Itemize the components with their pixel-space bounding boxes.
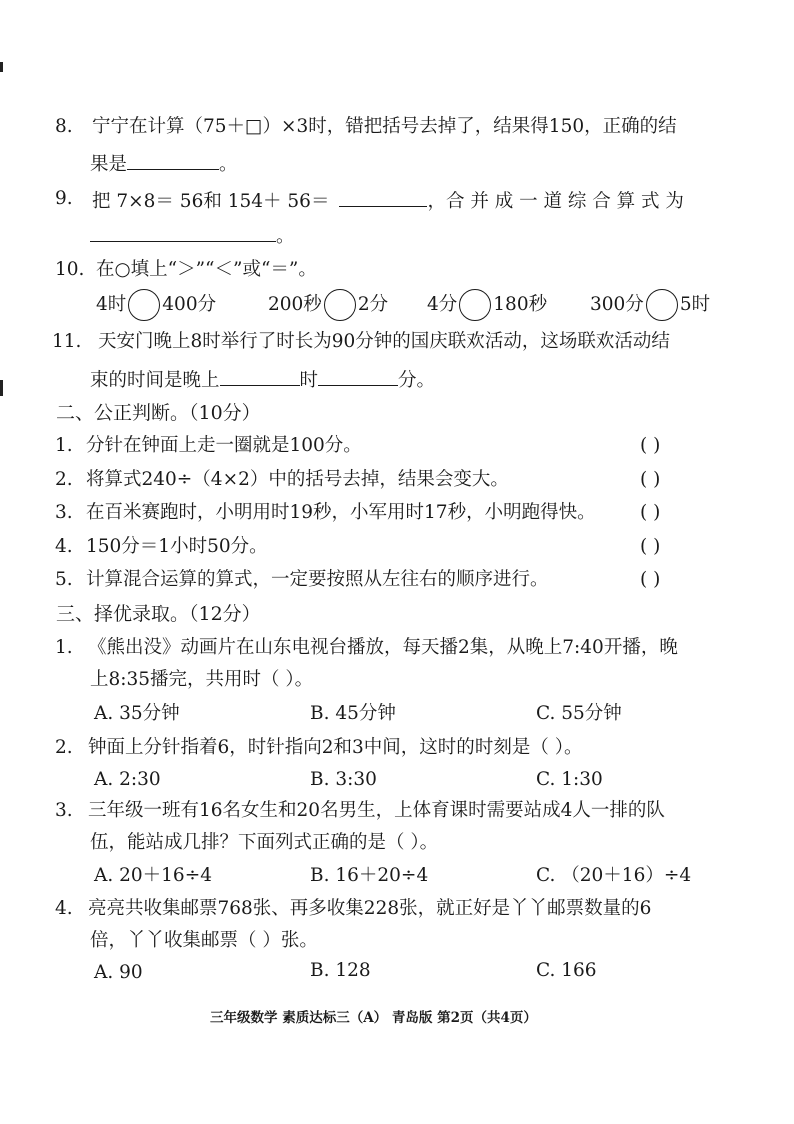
section-title: 三、择优录取。（12分） <box>56 603 261 625</box>
question-text: 在○填上“＞”“＜”或“＝”。 <box>96 259 317 280</box>
scan-mark <box>0 62 3 72</box>
question-text: 把 7×8＝ 56和 154＋ 56＝ <box>92 191 330 212</box>
question-number: 8. <box>55 116 73 137</box>
question-text: 束的时间是晚上 <box>90 370 220 391</box>
question-text: 宁宁在计算（75＋□）×3时，错把括号去掉了，结果得150，正确的结 <box>92 116 677 137</box>
option-c[interactable]: C. 55分钟 <box>536 703 622 724</box>
compare-circle[interactable] <box>459 289 491 321</box>
answer-paren[interactable]: ( ) <box>640 502 661 523</box>
option-a[interactable]: A. 2:30 <box>94 769 161 790</box>
answer-blank[interactable] <box>127 149 219 170</box>
question-number: 9. <box>55 188 73 209</box>
question-text: ，合 并 成 一 道 综 合 算 式 为 <box>427 191 684 212</box>
exam-page: 8. 宁宁在计算（75＋□）×3时，错把括号去掉了，结果得150，正确的结 果是 。 9. 把 7×8＝ 56和 154＋ 56＝ ，合 并 成 一 道 综 合 算 式 为 。 10. 在○填上“＞”“＜”或“＝”。 4时 400分 200秒 2分 4分 180秒 300分 5时 11. 天安门晚上8时举行了时长为90分钟的国庆联欢活动，这场联欢活动结 束的时间是晚上 时 分。 二、公正判断。（10分） 1. 分针在钟面上走一圈就是100分。 ( ) 2. 将算式240÷（4×2）中的括号去掉，结果会变大。 ( ) 3. 在百米赛跑时，小明用时19秒，小军用时17秒，小明跑得快。 ( ) 4. 150分＝1小时50分。 ( ) 5. 计算混合运算的算式，一定要按照从左往右的顺序进行。 ( ) 三、择优录取。（12分） 1. 《熊出没》动画片在山东电视台播放，每天播2集，从晚上7:40开播，晚 上8:35播完，共用时（ ）。 A. 35分钟 B. 45分钟 C. 55分钟 2. 钟面上分针指着6，时针指向2和3中间，这时的时刻是（ ）。 A. 2:30 B. 3:30 C. 1:30 3. 三年级一班有16名女生和20名男生，上体育课时需要站成4人一排的队 伍，能站成几排？下面列式正确的是（ ）。 A. 20＋16÷4 B. 16＋20÷4 C. （20＋16）÷4 4. 亮亮共收集邮票768张、再多收集228张，就正好是丫丫邮票数量的6 倍，丫丫收集邮票（ ）张。 A. 90 B. 128 C. 166 三年级数学 素质达标三（A） 青岛版 第2页（共4页） <box>0 0 794 1124</box>
option-b[interactable]: B. 16＋20÷4 <box>310 865 429 886</box>
question-text: 天安门晚上8时举行了时长为90分钟的国庆联欢活动，这场联欢活动结 <box>98 331 670 352</box>
compare-circle[interactable] <box>324 289 356 321</box>
answer-paren[interactable]: ( ) <box>640 569 661 590</box>
answer-blank[interactable] <box>339 186 427 207</box>
compare-item: 200秒 2分 <box>268 289 388 321</box>
compare-item: 300分 5时 <box>590 289 710 321</box>
answer-paren[interactable]: ( ) <box>640 435 661 456</box>
answer-blank[interactable] <box>220 365 300 386</box>
compare-item: 4分 180秒 <box>427 289 547 321</box>
answer-blank[interactable] <box>318 365 398 386</box>
compare-circle[interactable] <box>128 289 160 321</box>
question-number: 11. <box>52 331 82 352</box>
option-c[interactable]: C. 1:30 <box>536 769 603 790</box>
scan-mark <box>0 380 3 396</box>
option-c[interactable]: C. 166 <box>536 960 597 981</box>
option-b[interactable]: B. 128 <box>310 960 371 981</box>
section-title: 二、公正判断。（10分） <box>56 402 261 424</box>
option-a[interactable]: A. 20＋16÷4 <box>94 865 212 886</box>
question-number: 10. <box>55 259 85 280</box>
compare-circle[interactable] <box>646 289 678 321</box>
answer-blank[interactable] <box>90 221 276 242</box>
option-b[interactable]: B. 3:30 <box>310 769 377 790</box>
option-a[interactable]: A. 35分钟 <box>94 703 180 724</box>
compare-item: 4时 400分 <box>96 289 216 321</box>
option-a[interactable]: A. 90 <box>94 962 143 983</box>
option-c[interactable]: C. （20＋16）÷4 <box>536 865 692 886</box>
answer-paren[interactable]: ( ) <box>640 469 661 490</box>
answer-paren[interactable]: ( ) <box>640 536 661 557</box>
page-footer: 三年级数学 素质达标三（A） 青岛版 第2页（共4页） <box>210 1010 537 1026</box>
option-b[interactable]: B. 45分钟 <box>310 703 396 724</box>
question-text: 果是 <box>90 154 128 175</box>
